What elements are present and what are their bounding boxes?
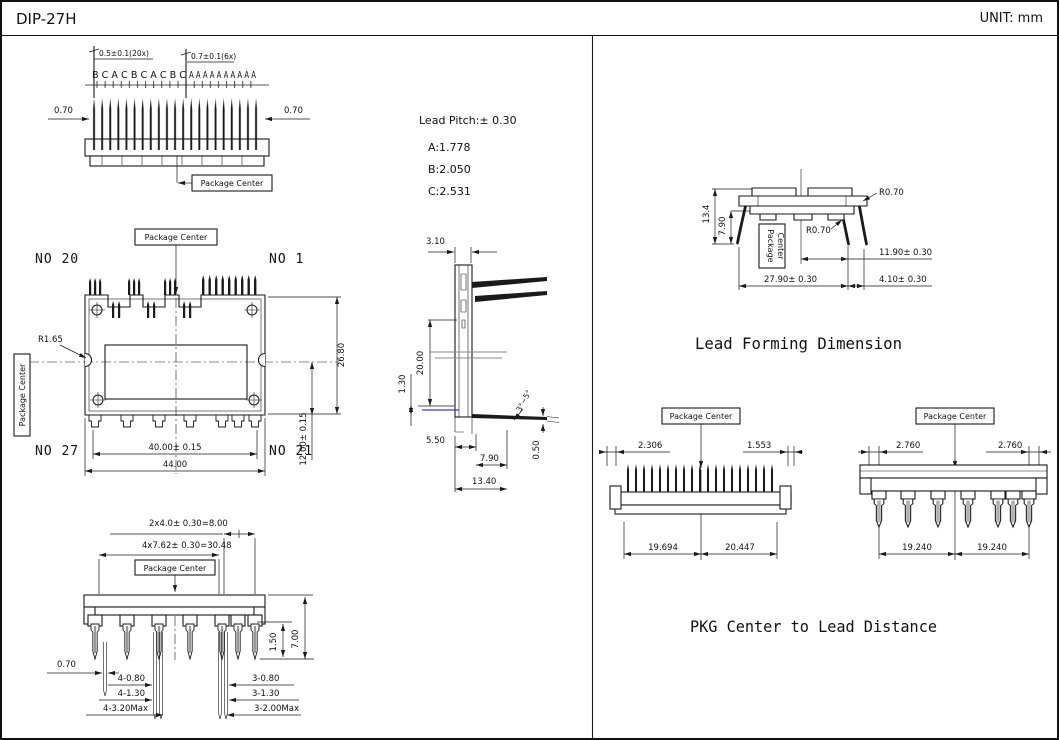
lead-pitch-c: C:2.531 — [428, 185, 471, 198]
dim-lead-span: 40.00± 0.15 — [148, 443, 202, 453]
lead-pitch-title: Lead Pitch:± 0.30 — [419, 114, 517, 127]
dim-pin-width-20x: 0.5±0.1(20x) — [99, 49, 149, 58]
dim-body-width: 44.00 — [162, 460, 188, 470]
pin-no20-label: NO 20 — [35, 252, 80, 267]
span-right: 19.240 — [977, 543, 1007, 553]
lead-pitch-a: A:1.778 — [428, 141, 471, 154]
dim-left-row3: 4-3.20Max — [103, 704, 148, 714]
span-left: 19.240 — [902, 543, 932, 553]
package-center-label-line2: Center — [776, 232, 785, 260]
dim-foot: 1.30 — [398, 374, 408, 394]
dim-shoulder: 1.50 — [269, 632, 279, 652]
top-pin-view — [48, 46, 310, 191]
dim-lead-height: 7.90 — [718, 216, 728, 236]
dim-right-row3: 3-2.00Max — [254, 704, 299, 714]
dim-corner-radius: R1.65 — [38, 335, 63, 345]
package-center-label-left: Package Center — [18, 363, 27, 427]
dim-body: 20.00 — [416, 350, 426, 376]
pin-no27-label: NO 27 — [35, 444, 80, 459]
dim-radius-outer: R0.70 — [879, 188, 904, 198]
dim-pitch-narrow: 2x4.0± 0.30=8.00 — [149, 519, 228, 529]
dim-outer: 4.10± 0.30 — [879, 275, 927, 285]
dim-right: 1.553 — [747, 441, 772, 451]
package-center-label: Package Center — [923, 412, 987, 421]
lead-pitch-note — [419, 114, 517, 198]
side-profile-view — [398, 237, 559, 492]
pin-pitch-letters-bc: B C A C B C A C B C — [92, 70, 187, 81]
dim-body-height: 26.80 — [337, 342, 347, 368]
pin-pitch-letters-a: A A A A A A A A A A — [189, 70, 257, 81]
dim-radius-inner: R0.70 — [806, 226, 831, 236]
pkg-distance-right-view — [858, 408, 1051, 560]
upper-leads — [472, 277, 547, 302]
dim-center-to-lead: 11.90± 0.30 — [879, 248, 933, 258]
package-center-label: Package Center — [669, 412, 733, 421]
dim-right-row2: 3-1.30 — [252, 689, 280, 699]
dim-thickness: 0.50 — [532, 440, 542, 460]
drawing-title: DIP-27H — [16, 9, 77, 28]
dim-left-row2: 4-1.30 — [117, 689, 145, 699]
dim-end-clearance-right: 0.70 — [284, 106, 303, 116]
pkg-distance-left-view — [599, 408, 803, 560]
dim-right-row1: 3-0.80 — [252, 674, 280, 684]
package-center-label: Package Center — [144, 233, 208, 242]
pin-row — [624, 464, 777, 494]
plan-view — [14, 229, 347, 476]
unit-label: UNIT: mm — [979, 11, 1043, 26]
package-center-label: Package Center — [200, 179, 264, 188]
dim-span: 27.90± 0.30 — [764, 275, 818, 285]
drawing-canvas — [2, 2, 1059, 740]
dim-left: 2.306 — [638, 441, 663, 451]
dim-center-to-edge: 12.00± 0.15 — [299, 412, 309, 466]
dim-pin-width-6x: 0.7±0.1(6x) — [191, 52, 237, 61]
span-left: 19.694 — [648, 543, 678, 553]
package-center-label: Package Center — [143, 564, 207, 573]
lead-forming-title: Lead Forming Dimension — [695, 334, 902, 353]
dim-left-row1: 4-0.80 — [117, 674, 145, 684]
bottom-view — [47, 519, 314, 719]
package-center-label-line1: Package — [766, 229, 775, 263]
dim-pitch-wide: 4x7.62± 0.30=30.48 — [142, 541, 232, 551]
pin-no21-label: NO 21 — [269, 444, 314, 459]
span-right: 20.447 — [725, 543, 755, 553]
dim-lead-angle: 3°~5° — [514, 388, 534, 414]
dim-lead-width: 0.70 — [57, 660, 76, 670]
dim-lead-length: 7.00 — [291, 629, 301, 649]
title-block — [2, 2, 1057, 36]
lead-forming-view — [695, 169, 932, 353]
lead-pitch-b: B:2.050 — [428, 163, 471, 176]
dim-height: 13.4 — [702, 204, 712, 224]
dim-lead: 7.90 — [480, 454, 499, 464]
lower-lead — [472, 414, 547, 420]
dim-right: 2.760 — [998, 441, 1023, 451]
pin-row — [90, 98, 262, 150]
pkg-distance-title: PKG Center to Lead Distance — [690, 617, 937, 636]
dim-top: 3.10 — [426, 237, 445, 247]
dim-end-clearance-left: 0.70 — [54, 106, 73, 116]
dim-offset: 5.50 — [426, 436, 445, 446]
dim-total: 13.40 — [472, 477, 497, 487]
dim-left: 2.760 — [896, 441, 921, 451]
pin-no1-label: NO 1 — [269, 252, 305, 267]
